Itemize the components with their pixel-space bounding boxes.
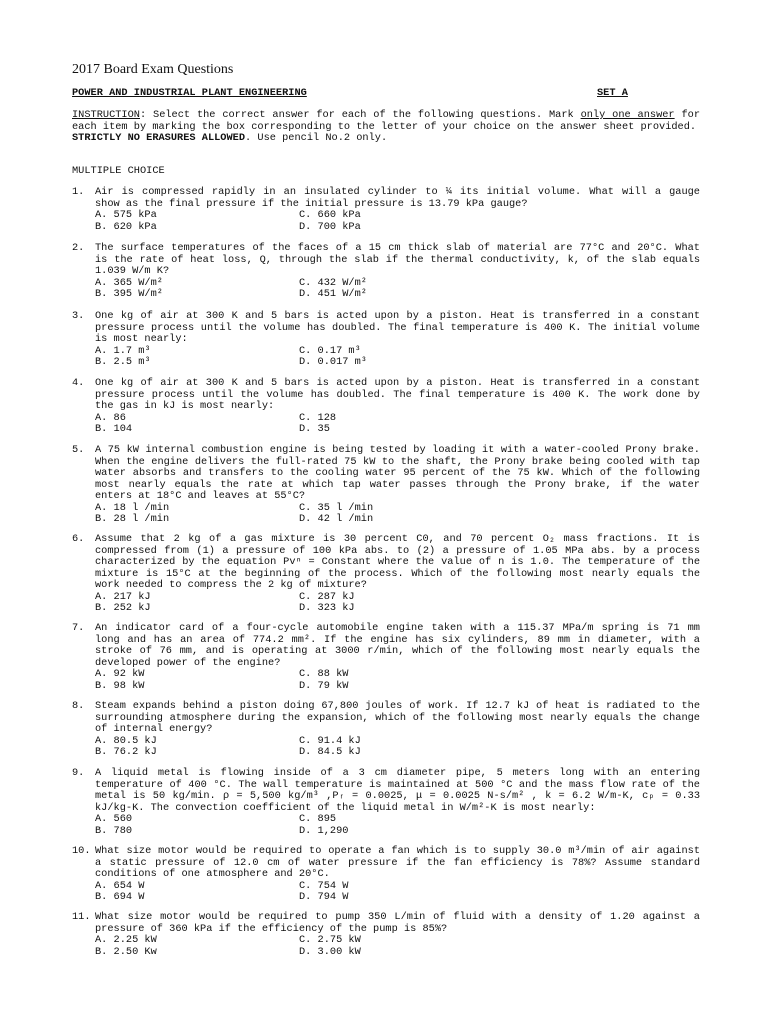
answer-option[interactable]: C. 91.4 kJ	[299, 734, 361, 747]
answer-option[interactable]: B. 104	[95, 423, 133, 435]
question-number: 7.	[72, 622, 85, 634]
set-label: SET A	[597, 87, 628, 99]
question-text: Steam expands behind a piston doing 67,800 joules of work. If 12.7 kJ of heat is radiated to the surrounding atmosphere during the expansion, which of the following most nearly equals the change of internal energy?	[95, 700, 700, 735]
answer-option[interactable]: C. 660 kPa	[299, 209, 361, 221]
question-number: 10.	[72, 845, 91, 857]
answer-option[interactable]: C. 128	[299, 411, 337, 424]
subject-row	[72, 88, 632, 100]
answer-option[interactable]: B. 694 W	[95, 891, 145, 903]
answer-options	[95, 346, 700, 369]
answer-option[interactable]: D. 79 kW	[299, 679, 349, 692]
question-number: 6.	[72, 533, 85, 545]
question-text: An indicator card of a four-cycle automobile engine taken with a 115.37 MPa/m spring is 71 mm long and has an area of 774.2 mm². If the engine has six cylinders, 89 mm in diameter, with a stroke of 76 mm, and is operating at 3000 r/min, which of the following most nearly equals the developed power of the engine?	[95, 622, 700, 669]
answer-options	[95, 814, 700, 837]
answer-option[interactable]: A. 1.7 m³	[95, 344, 151, 357]
instruction-label: INSTRUCTION	[72, 109, 140, 121]
no-erasures-notice: STRICTLY NO ERASURES ALLOWED	[72, 132, 246, 144]
question-number: 4.	[72, 377, 85, 389]
question-item	[72, 445, 700, 526]
answer-option[interactable]: D. 700 kPa	[299, 220, 361, 233]
question-item	[72, 534, 700, 615]
question-item	[72, 846, 700, 904]
question-text: A liquid metal is flowing inside of a 3 cm diameter pipe, 5 meters long with an entering temperature of 400 °C. The wall temperature is maintained at 500 °C and the mass flow rate of the metal is 50 kg/min. ρ = 5,500 kg/m³ ,Pᵣ = 0.0025, μ = 0.0025 N-s/m² , k = 6.2 W/m-K, cₚ = 0.33 kJ/kg-K. The convection coefficient of the liquid metal in W/m²-K is most nearly:	[95, 767, 700, 814]
answer-option[interactable]: D. 42 l /min	[299, 513, 374, 525]
instruction-block	[72, 110, 700, 145]
instruction-text: : Select the correct answer for each of the following questions. Mark	[139, 109, 581, 121]
answer-option[interactable]: C. 35 l /min	[299, 501, 374, 514]
question-text: One kg of air at 300 K and 5 bars is acted upon by a piston. Heat is transferred in a constant pressure process until the volume has doubled. The final temperature is 400 K. The initial volume is most nearly:	[95, 310, 700, 345]
answer-option[interactable]: C. 88 kW	[299, 668, 349, 680]
question-item	[72, 623, 700, 692]
answer-option[interactable]: B. 395 W/m²	[95, 288, 163, 300]
answer-option[interactable]: D. 0.017 m³	[299, 356, 367, 368]
answer-option[interactable]: B. 2.5 m³	[95, 356, 151, 368]
question-text: What size motor would be required to operate a fan which is to supply 30.0 m³/min of air against a static pressure of 12.0 cm of water pressure if the fan efficiency is 78%? Assume standard conditions of one atmosphere and 20°C.	[95, 845, 700, 880]
question-number: 5.	[72, 444, 85, 456]
question-number: 1.	[72, 186, 85, 198]
instruction-emphasis: only one answer	[580, 109, 675, 121]
answer-option[interactable]: D. 794 W	[299, 891, 349, 903]
question-item	[72, 701, 700, 759]
answer-options	[95, 736, 700, 759]
answer-options	[95, 503, 700, 526]
answer-option[interactable]: C. 754 W	[299, 879, 349, 892]
answer-options	[95, 413, 700, 436]
section-title: MULTIPLE CHOICE	[72, 165, 165, 177]
question-number: 9.	[72, 767, 85, 779]
answer-option[interactable]: A. 654 W	[95, 879, 145, 892]
question-text: The surface temperatures of the faces of a 15 cm thick slab of material are 77°C and 20°C. What is the rate of heat loss, Q, through the slab if the thermal conductivity, k, of the slab equals 1.039 W/m K?	[95, 242, 700, 277]
question-text: One kg of air at 300 K and 5 bars is acted upon by a piston. Heat is transferred in a constant pressure process until the volume has doubled. The final temperature is 400 K. The work done by the gas in kJ is most nearly:	[95, 377, 700, 412]
question-number: 3.	[72, 310, 85, 322]
answer-option[interactable]: D. 3.00 kW	[299, 945, 361, 958]
answer-option[interactable]: D. 35	[299, 423, 330, 435]
answer-option[interactable]: C. 2.75 kW	[299, 934, 361, 946]
answer-option[interactable]: A. 80.5 kJ	[95, 734, 157, 747]
answer-option[interactable]: C. 895	[299, 813, 337, 825]
answer-option[interactable]: A. 92 kW	[95, 668, 145, 680]
question-text: What size motor would be required to pump 350 L/min of fluid with a density of 1.20 against a pressure of 360 kPa if the efficiency of the pump is 85%?	[95, 911, 700, 935]
answer-option[interactable]: D. 84.5 kJ	[299, 746, 361, 758]
answer-option[interactable]: B. 76.2 kJ	[95, 746, 157, 758]
answer-options	[95, 592, 700, 615]
question-item	[72, 243, 700, 301]
answer-option[interactable]: D. 1,290	[299, 824, 349, 837]
answer-option[interactable]: B. 620 kPa	[95, 220, 157, 233]
answer-option[interactable]: B. 780	[95, 824, 133, 837]
answer-options	[95, 935, 700, 958]
answer-option[interactable]: B. 2.50 Kw	[95, 945, 157, 958]
answer-option[interactable]: C. 287 kJ	[299, 590, 355, 603]
subject-title: POWER AND INDUSTRIAL PLANT ENGINEERING	[72, 87, 307, 99]
answer-option[interactable]: A. 217 kJ	[95, 590, 151, 603]
question-number: 11.	[72, 911, 91, 923]
answer-option[interactable]: B. 252 kJ	[95, 602, 151, 614]
question-text: Air is compressed rapidly in an insulated cylinder to ¼ its initial volume. What will a gauge show as the final pressure if the initial pressure is 13.79 kPa gauge?	[95, 186, 700, 210]
answer-option[interactable]: C. 432 W/m²	[299, 276, 367, 289]
question-item	[72, 912, 700, 958]
instruction-text-2: for each item by marking the box corresponding to the letter of your choice on the answer sheet provided.	[72, 109, 700, 133]
question-number: 8.	[72, 700, 85, 712]
document-title: 2017 Board Exam Questions	[72, 62, 234, 77]
answer-option[interactable]: A. 560	[95, 813, 133, 825]
answer-option[interactable]: D. 451 W/m²	[299, 288, 367, 300]
question-text: Assume that 2 kg of a gas mixture is 30 percent C0, and 70 percent O₂ mass fractions. It is compressed from (1) a pressure of 100 kPa abs. to (2) a pressure of 1.05 MPa abs. by a process characterized by the equation Pvⁿ = Constant where the value of n is 1.0. The temperature of the mixture is 15°C at the beginning of the process. Which of the following most nearly equals the work needed to compress the 2 kg of mixture?	[95, 533, 700, 591]
question-text: A 75 kW internal combustion engine is being tested by loading it with a water-cooled Prony brake. When the engine delivers the full-rated 75 kW to the shaft, the Prony brake being cooled with tap water absorbs and transfers to the cooling water 95 percent of the 75 kW. Which of the following most nearly equals the rate at which tap water passes through the Prony brake, if the water enters at 18°C and leaves at 55°C?	[95, 444, 700, 502]
question-item	[72, 378, 700, 436]
answer-options	[95, 210, 700, 233]
pencil-note: . Use pencil No.2 only.	[245, 132, 388, 144]
answer-option[interactable]: A. 18 l /min	[95, 501, 170, 514]
answer-option[interactable]: C. 0.17 m³	[299, 344, 361, 357]
answer-option[interactable]: D. 323 kJ	[299, 602, 355, 614]
answer-option[interactable]: B. 28 l /min	[95, 513, 170, 525]
answer-option[interactable]: B. 98 kW	[95, 679, 145, 692]
answer-option[interactable]: A. 575 kPa	[95, 209, 157, 221]
answer-options	[95, 881, 700, 904]
question-item	[72, 187, 700, 233]
question-item	[72, 311, 700, 369]
answer-option[interactable]: A. 365 W/m²	[95, 276, 163, 289]
answer-options	[95, 669, 700, 692]
answer-option[interactable]: A. 86	[95, 411, 126, 424]
question-item	[72, 768, 700, 837]
question-number: 2.	[72, 242, 85, 254]
answer-options	[95, 278, 700, 301]
answer-option[interactable]: A. 2.25 kW	[95, 934, 157, 946]
